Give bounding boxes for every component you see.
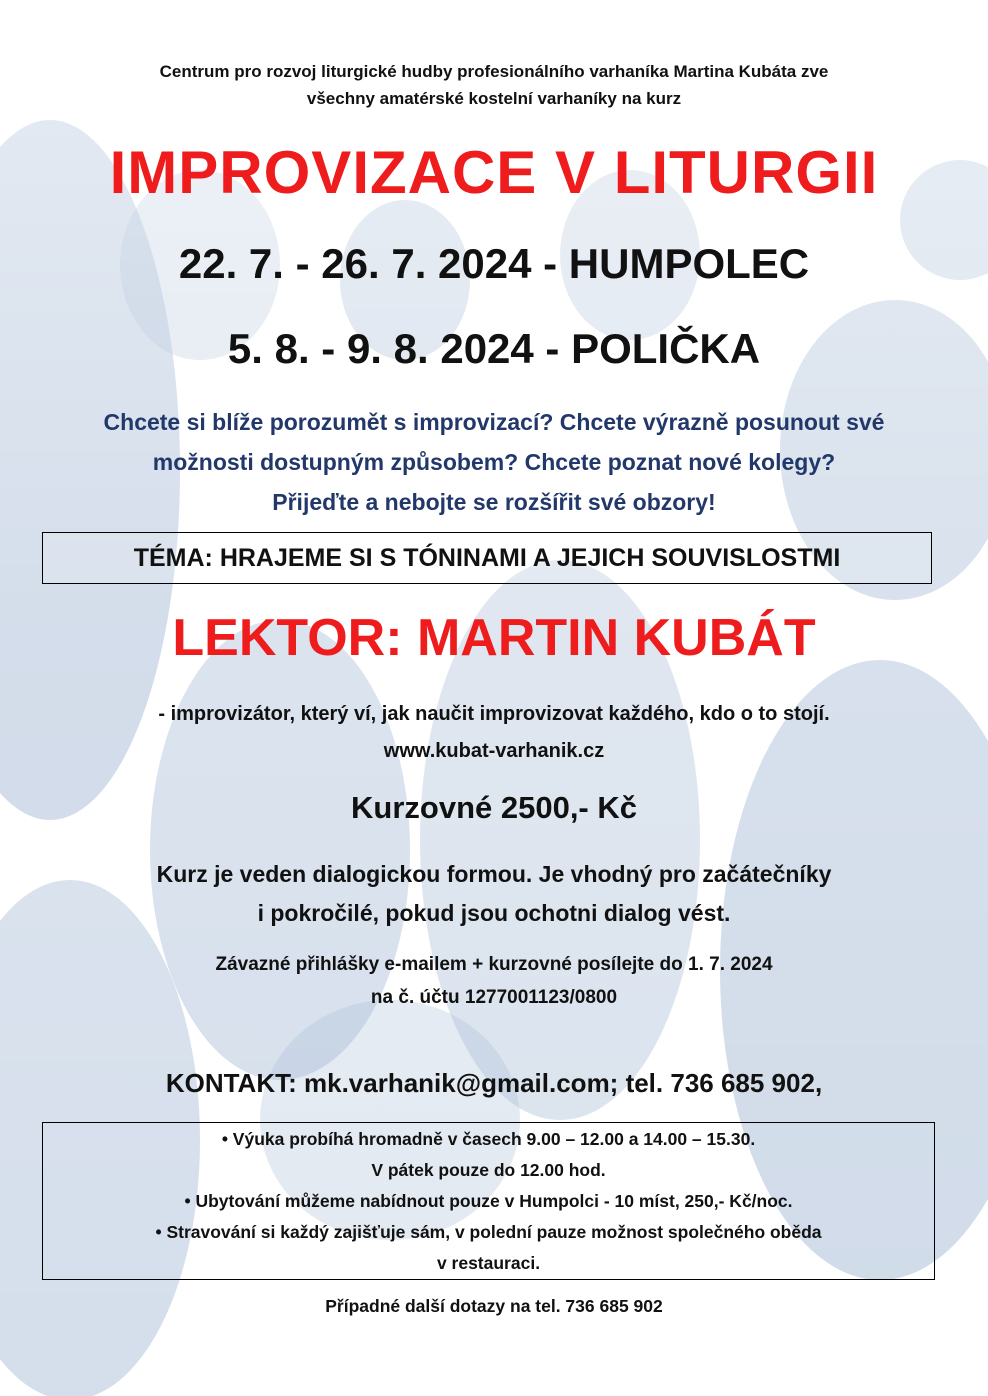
website-link[interactable]: www.kubat-varhanik.cz	[383, 740, 605, 762]
date-policka: 5. 8. - 9. 8. 2024 - POLIČKA	[227, 325, 761, 372]
lecturer-description: - improvizátor, který ví, jak naučit improvizovat každého, kdo o to stojí.	[158, 703, 830, 725]
course-line-1: Kurz je veden dialogickou formou. Je vhodný pro začátečníky	[156, 861, 832, 887]
footer-note: Případné další dotazy na tel. 736 685 902	[325, 1296, 663, 1316]
apply-line-1: Závazné přihlášky e-mailem + kurzovné posílejte do 1. 7. 2024	[215, 954, 773, 975]
contact-line[interactable]: KONTAKT: mk.varhanik@gmail.com; tel. 736 685 902,	[165, 1068, 823, 1098]
intro-text	[0, 58, 988, 112]
lecturer-heading: LEKTOR: MARTIN KUBÁT	[172, 609, 816, 667]
course-fee: Kurzovné 2500,- Kč	[351, 790, 637, 825]
question-line-2: možnosti dostupným způsobem? Chcete poznat nové kolegy?	[152, 449, 836, 475]
date-humpolec: 22. 7. - 26. 7. 2024 - HUMPOLEC	[178, 240, 810, 287]
event-title: IMPROVIZACE V LITURGII	[109, 139, 879, 206]
course-line-2: i pokročilé, pokud jsou ochotni dialog vést.	[257, 900, 731, 926]
theme-text: TÉMA: HRAJEME SI S TÓNINAMI A JEJICH SOUVISLOSTMI	[133, 543, 841, 572]
question-line-1: Chcete si blíže porozumět s improvizací? Chcete výrazně posunout své	[103, 409, 885, 435]
question-line-3: Přijeďte a nebojte se rozšířit své obzory!	[272, 489, 716, 515]
info-line-3: • Ubytování můžeme nabídnout pouze v Humpolci - 10 míst, 250,- Kč/noc.	[184, 1191, 793, 1211]
questions-text	[0, 402, 988, 522]
info-line-2: V pátek pouze do 12.00 hod.	[371, 1160, 606, 1180]
apply-line-2: na č. účtu 1277001123/0800	[370, 987, 618, 1008]
theme-box	[42, 532, 932, 584]
info-line-4: • Stravování si každý zajišťuje sám, v polední pauze možnost společného oběda	[155, 1222, 822, 1242]
info-line-1: • Výuka probíhá hromadně v časech 9.00 – 12.00 a 14.00 – 15.30.	[221, 1129, 756, 1149]
application-info	[0, 948, 988, 1014]
course-description	[0, 855, 988, 933]
info-box	[42, 1122, 935, 1280]
intro-line-1: Centrum pro rozvoj liturgické hudby profesionálního varhaníka Martina Kubáta zve	[159, 62, 829, 81]
intro-line-2: všechny amatérské kostelní varhaníky na kurz	[306, 89, 682, 108]
info-line-5: v restauraci.	[436, 1253, 541, 1273]
